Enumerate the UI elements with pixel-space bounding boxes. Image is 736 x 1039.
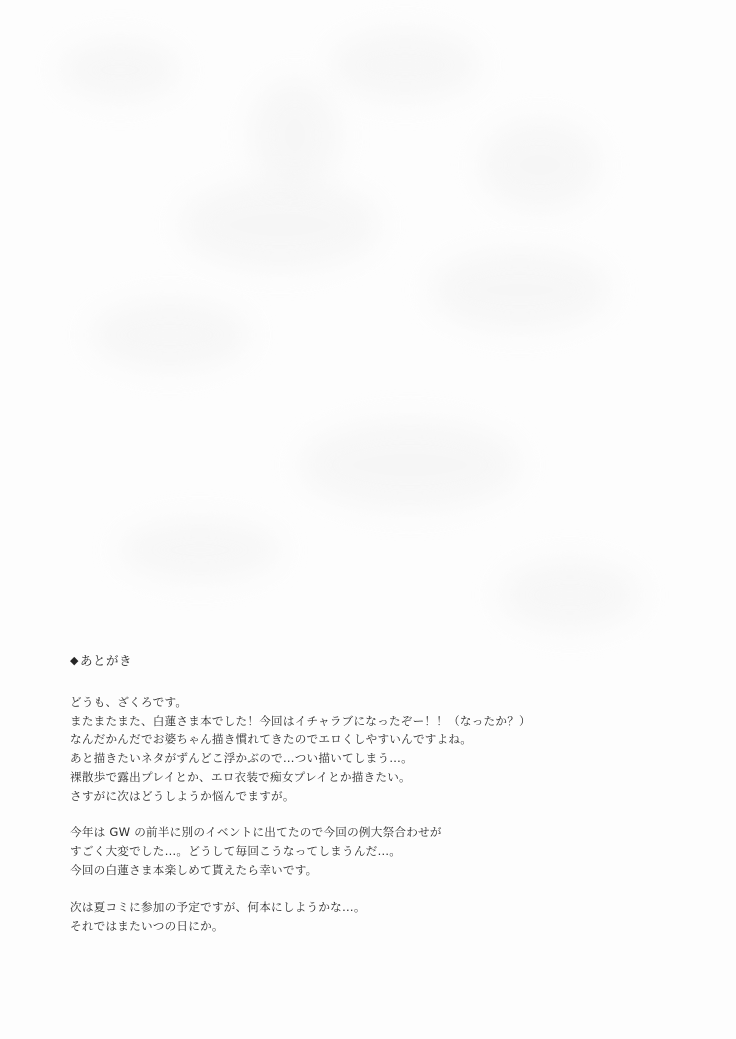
afterword-heading-label: あとがき [79,653,132,668]
paragraph-1 [70,693,630,806]
afterword-heading [70,652,630,671]
text-line: 裸散歩で露出プレイとか、エロ衣装で痴女プレイとか描きたい。 [70,769,411,784]
paper-texture-blotch [120,520,280,580]
paper-texture-blotch [90,300,250,370]
text-line: なんだかんだでお婆ちゃん描き慣れてきたのでエロくしやすいんですよね。 [70,732,473,747]
paper-texture-blotch [330,30,480,100]
afterword-content [70,652,630,935]
paper-texture-blotch [250,80,340,190]
diamond-icon: ◆ [70,654,79,667]
text-line: またまたまた、白蓮さま本でした！今回はイチャラブになったぞー！！（なったか？） [70,713,531,728]
text-line: すごく大変でした…。どうして毎回こうなってしまうんだ…。 [70,844,402,859]
paper-texture-blotch [480,120,600,210]
text-line: あと描きたいネタがずんどこ浮かぶので…つい描いてしまう…。 [70,751,413,766]
paper-texture-blotch [430,250,610,330]
paper-texture-blotch [60,40,180,100]
text-line: それではまたいつの日にか。 [70,918,224,933]
text-line: 今年は GW の前半に別のイベントに出てたので今回の例大祭合わせが [70,825,442,840]
paper-texture-blotch [180,180,380,270]
text-line: 今回の白蓮さま本楽しめて貰えたら幸いです。 [70,863,318,877]
text-line: さすがに次はどうしようか悩んでますが。 [70,788,295,803]
text-line: どうも、ざくろです。 [70,694,188,709]
paragraph-2 [70,823,630,879]
paper-texture-blotch [300,420,520,510]
paragraph-3 [70,898,630,936]
paper-texture-blotch [500,560,640,630]
text-line: 次は夏コミに参加の予定ですが、何本にしようかな…。 [70,899,366,914]
